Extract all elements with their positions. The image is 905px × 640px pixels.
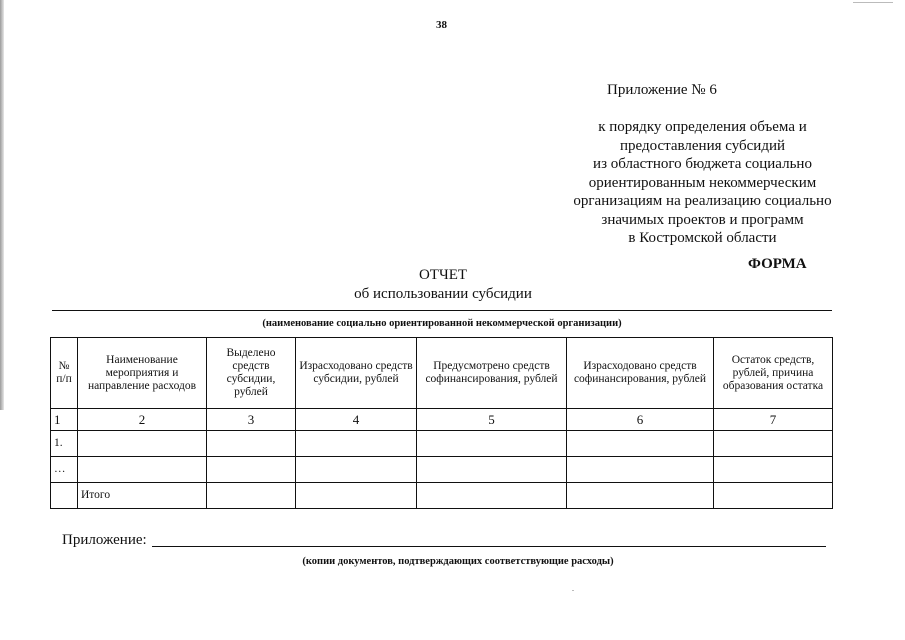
report-table bbox=[50, 337, 833, 509]
column-number: 4 bbox=[296, 409, 417, 431]
table-cell[interactable] bbox=[567, 483, 714, 509]
header-cofinancing-planned: Предусмотрено средств софинансирования, рублей bbox=[417, 338, 567, 409]
table-cell[interactable] bbox=[78, 431, 207, 457]
appendix-line: из областного бюджета социально bbox=[593, 156, 812, 172]
table-cell[interactable] bbox=[714, 431, 833, 457]
table-cell[interactable] bbox=[296, 431, 417, 457]
appendix-title: Приложение № 6 bbox=[607, 82, 717, 98]
column-number: 2 bbox=[78, 409, 207, 431]
table-cell[interactable] bbox=[207, 483, 296, 509]
organization-name-caption: (наименование социально ориентированной некоммерческой организации) bbox=[262, 318, 622, 329]
forma-label: ФОРМА bbox=[748, 256, 807, 272]
header-activity: Наименование мероприятия и направление расходов bbox=[78, 338, 207, 409]
organization-name-field[interactable] bbox=[52, 310, 832, 311]
table-cell: 1. bbox=[51, 431, 78, 457]
table-total-row bbox=[51, 483, 833, 509]
column-number: 7 bbox=[714, 409, 833, 431]
table-cell[interactable] bbox=[417, 483, 567, 509]
appendix-line: ориентированным некоммерческим bbox=[588, 174, 817, 191]
attachment-label: Приложение: bbox=[62, 532, 147, 548]
table-cell[interactable] bbox=[207, 431, 296, 457]
table-cell bbox=[51, 483, 78, 509]
column-number: 5 bbox=[417, 409, 567, 431]
attachment-field[interactable] bbox=[152, 546, 826, 547]
table-cell[interactable] bbox=[207, 457, 296, 483]
column-number-row bbox=[51, 409, 833, 431]
table-header-row bbox=[51, 338, 833, 409]
table-cell[interactable] bbox=[417, 457, 567, 483]
appendix-line: к порядку определения объема и bbox=[598, 119, 807, 135]
report-subtitle: об использовании субсидии bbox=[354, 286, 532, 302]
total-label: Итого bbox=[78, 483, 207, 509]
table-cell[interactable] bbox=[296, 483, 417, 509]
table-row bbox=[51, 431, 833, 457]
column-number: 3 bbox=[207, 409, 296, 431]
appendix-line: значимых проектов и программ bbox=[601, 211, 804, 228]
scan-speck bbox=[572, 590, 574, 591]
scan-corner-mark bbox=[853, 2, 893, 5]
table-cell[interactable] bbox=[714, 457, 833, 483]
appendix-description bbox=[560, 118, 845, 248]
table-cell[interactable] bbox=[567, 457, 714, 483]
table-cell: … bbox=[51, 457, 78, 483]
header-allocated: Выделено средств субсидии, рублей bbox=[207, 338, 296, 409]
header-spent-subsidy: Израсходовано средств субсидии, рублей bbox=[296, 338, 417, 409]
appendix-line: в Костромской области bbox=[628, 230, 777, 246]
appendix-line: организациям на реализацию социально bbox=[573, 193, 832, 209]
report-title: ОТЧЕТ bbox=[418, 267, 468, 283]
table-cell[interactable] bbox=[296, 457, 417, 483]
appendix-line: предоставления субсидий bbox=[619, 137, 786, 154]
page-number: 38 bbox=[436, 19, 447, 31]
column-number: 6 bbox=[567, 409, 714, 431]
table-cell[interactable] bbox=[567, 431, 714, 457]
table-cell[interactable] bbox=[417, 431, 567, 457]
scan-page-edge bbox=[0, 0, 4, 410]
header-number: № п/п bbox=[51, 338, 78, 409]
attachment-caption: (копии документов, подтверждающих соответствующие расходы) bbox=[302, 556, 614, 567]
header-remainder: Остаток средств, рублей, причина образования остатка bbox=[714, 338, 833, 409]
table-cell[interactable] bbox=[714, 483, 833, 509]
column-number: 1 bbox=[51, 409, 78, 431]
table-cell[interactable] bbox=[78, 457, 207, 483]
header-cofinancing-spent: Израсходовано средств софинансирования, рублей bbox=[567, 338, 714, 409]
table-row bbox=[51, 457, 833, 483]
report-title-block bbox=[300, 266, 586, 304]
